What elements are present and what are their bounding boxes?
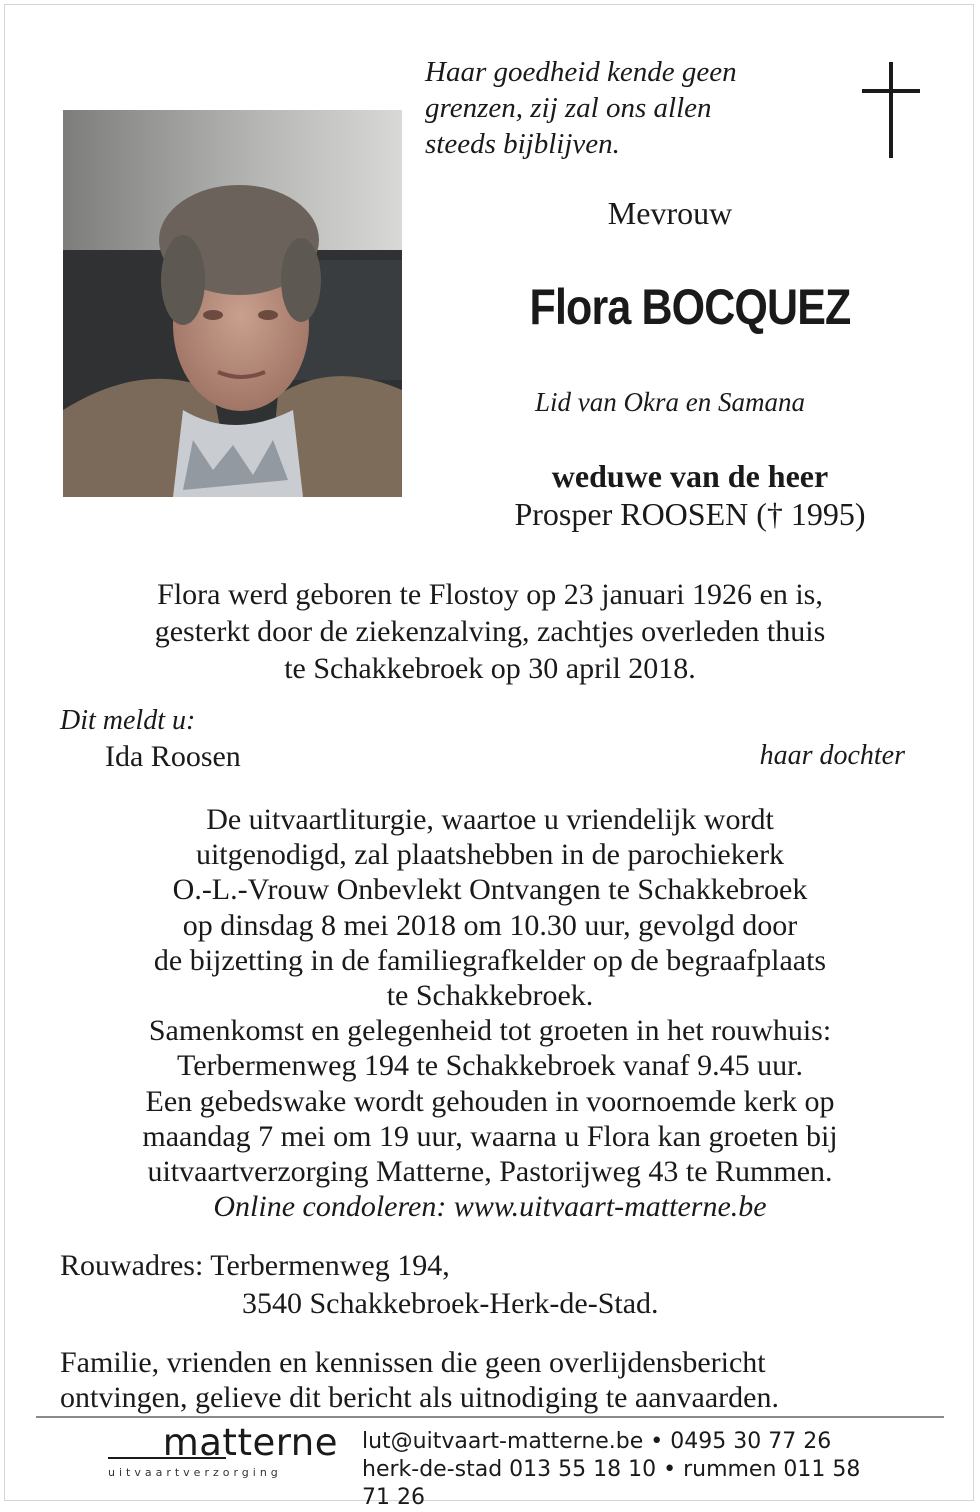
membership: Lid van Okra en Samana <box>535 387 805 417</box>
memorial-quote <box>425 54 805 162</box>
text-line: de bijzetting in de familiegrafkelder op de begraafplaats <box>153 943 827 977</box>
text-line: uitgenodigd, zal plaatshebben in de parochiekerk <box>195 838 785 872</box>
deceased-name: Flora BOCQUEZ <box>529 279 851 335</box>
text-line: Samenkomst en gelegenheid tot groeten in het rouwhuis: <box>148 1014 832 1048</box>
cross-icon <box>862 62 920 158</box>
honorific: Mevrouw <box>607 195 733 231</box>
contact-email-phone[interactable]: lut@uitvaart-matterne.be • 0495 30 77 26 <box>362 1429 832 1454</box>
funeral-details <box>0 802 980 1224</box>
text-line: te Schakkebroek. <box>386 979 594 1013</box>
widow-of: weduwe van de heer <box>551 458 829 494</box>
logo-name: matterne <box>162 1421 338 1464</box>
text-line: ontvingen, gelieve dit bericht als uitnodiging te aanvaarden. <box>60 1381 779 1414</box>
quote-line: steeds bijblijven. <box>425 128 620 160</box>
invitation-notice <box>60 1345 940 1415</box>
portrait-photo <box>63 110 402 497</box>
relative-relation: haar dochter <box>759 740 905 771</box>
online-condolences-link[interactable]: Online condoleren: www.uitvaart-matterne.be <box>213 1190 767 1224</box>
text-line: uitvaartverzorging Matterne, Pastorijweg 43 te Rummen. <box>147 1155 833 1189</box>
company-logo <box>108 1421 338 1479</box>
text-line: gesterkt door de ziekenzalving, zachtjes overleden thuis <box>154 615 826 648</box>
logo-tagline: uitvaartverzorging <box>108 1466 282 1479</box>
quote-line: grenzen, zij zal ons allen <box>425 92 712 124</box>
text-line: Familie, vrienden en kennissen die geen overlijdensbericht <box>60 1346 766 1379</box>
announced-by-label: Dit meldt u: <box>60 705 196 736</box>
text-line: maandag 7 mei om 19 uur, waarna u Flora kan groeten bij <box>142 1119 838 1153</box>
text-line: te Schakkebroek op 30 april 2018. <box>284 652 696 685</box>
logo-underline <box>108 1457 226 1459</box>
quote-line: Haar goedheid kende geen <box>425 56 737 88</box>
contact-phones: herk-de-stad 013 55 18 10 • rummen 011 58 71 26 <box>362 1457 861 1510</box>
text-line: Terbermenweg 194 te Schakkebroek vanaf 9.45 uur. <box>176 1049 803 1083</box>
birth-death-text <box>0 576 980 687</box>
text-line: O.-L.-Vrouw Onbevlekt Ontvangen te Schakkebroek <box>172 873 808 907</box>
footer-divider <box>36 1416 944 1418</box>
spouse-name: Prosper ROOSEN († 1995) <box>514 496 866 532</box>
text-line: Flora werd geboren te Flostoy op 23 januari 1926 en is, <box>157 578 823 611</box>
text-line: De uitvaartliturgie, waartoe u vriendelijk wordt <box>206 803 774 836</box>
text-line: op dinsdag 8 mei 2018 om 10.30 uur, gevolgd door <box>182 908 798 942</box>
text-line: Een gebedswake wordt gehouden in voornoemde kerk op <box>145 1084 835 1118</box>
mourning-address-city: 3540 Schakkebroek-Herk-de-Stad. <box>242 1287 659 1320</box>
mourning-address: Rouwadres: Terbermenweg 194, <box>60 1249 450 1282</box>
relative-name: Ida Roosen <box>105 740 241 773</box>
contact-info <box>362 1428 882 1512</box>
